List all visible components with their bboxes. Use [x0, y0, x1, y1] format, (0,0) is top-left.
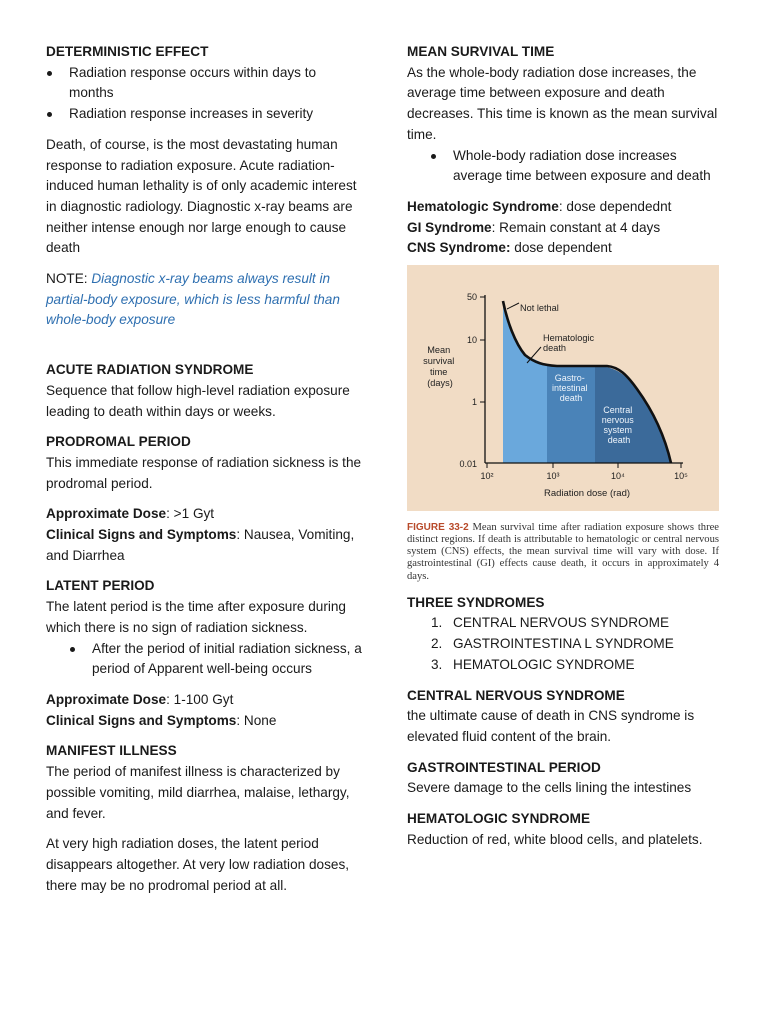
- mean-survival-time-text: As the whole-body radiation dose increases, the average time between exposure and death decreases. This time is known as the mean survival time.: [407, 64, 718, 142]
- note-paragraph: [46, 269, 364, 331]
- signs-value: : None: [236, 712, 277, 728]
- annotation-cns: Central nervous system death: [601, 405, 634, 446]
- list-item: [407, 634, 725, 655]
- prodromal-heading: PRODROMAL PERIOD: [46, 434, 191, 450]
- prodromal-dose: [46, 504, 364, 525]
- list-text: CENTRAL NERVOUS SYNDROME: [453, 615, 670, 631]
- syndrome-line: [407, 218, 725, 239]
- y-axis-label: Mean survival time (days): [423, 345, 455, 389]
- manifest-illness-heading: MANIFEST ILLNESS: [46, 743, 177, 759]
- x-axis-label: Radiation dose (rad): [543, 488, 631, 500]
- list-item: Radiation response occurs within days to months: [46, 63, 364, 104]
- syndrome-label: GI Syndrome: [407, 219, 492, 235]
- list-text: GASTROINTESTINA L SYNDROME: [453, 636, 674, 652]
- manifest-illness-text-2: At very high radiation doses, the latent period disappears altogether. At very low radiation doses, there may be no prodromal period at all.: [46, 836, 350, 893]
- figure-caption: [407, 522, 719, 583]
- dose-label: Approximate Dose: [46, 506, 167, 522]
- y-tick-label: 0.01: [459, 459, 477, 470]
- y-tick-label: 50: [466, 292, 477, 303]
- syndrome-value: : Remain constant at 4 days: [491, 219, 661, 235]
- figure-33-2: [407, 265, 719, 583]
- list-item: Radiation response increases in severity: [46, 104, 364, 125]
- three-syndromes-list: [407, 613, 725, 675]
- right-column: [407, 42, 725, 850]
- annotation-not-lethal: Not lethal: [520, 303, 559, 314]
- gi-heading: GASTROINTESTINAL PERIOD: [407, 759, 601, 775]
- list-item: After the period of initial radiation sickness, a period of Apparent well-being occurs: [46, 639, 364, 680]
- y-tick-label: 1: [471, 397, 477, 408]
- list-item: [407, 655, 725, 676]
- deterministic-bullets: [46, 63, 364, 125]
- deterministic-effect-heading: DETERMINISTIC EFFECT: [46, 44, 209, 59]
- dose-value: : >1 Gyt: [166, 506, 215, 522]
- gi-text: Severe damage to the cells lining the intestines: [407, 780, 692, 796]
- list-number: 1.: [431, 615, 443, 631]
- mean-survival-chart: [407, 265, 719, 511]
- mean-survival-bullets: [407, 146, 725, 187]
- signs-label: Clinical Signs and Symptoms: [46, 527, 237, 543]
- list-item: Whole-body radiation dose increases average time between exposure and death: [407, 146, 725, 187]
- syndrome-value: dose dependent: [510, 240, 612, 256]
- syndrome-value: : dose dependednt: [558, 198, 672, 214]
- list-number: 3.: [431, 656, 443, 672]
- deterministic-paragraph: Death, of course, is the most devastating human response to radiation exposure. Acute radiation-induced human lethality is of only academic interest in diagnostic radiology. Diagnostic x-ray beams are neither intense enough nor large enough to cause death: [46, 136, 357, 256]
- x-tick-label: 10³: [546, 471, 560, 482]
- latent-dose: [46, 690, 364, 711]
- list-item: [407, 613, 725, 634]
- figure-caption-text: Mean survival time after radiation exposure shows three distinct regions. If death is attributable to hematologic or central nervous system (CNS) effects, the mean survival time will vary with dose. If gastrointestinal (GI) effects cause death, it occurs in approximately 4 days.: [407, 521, 719, 582]
- hematologic-text: Reduction of red, white blood cells, and platelets.: [407, 831, 703, 847]
- cns-heading: CENTRAL NERVOUS SYNDROME: [407, 687, 625, 703]
- x-tick-label: 10²: [480, 471, 494, 482]
- mean-survival-time-heading: MEAN SURVIVAL TIME: [407, 44, 555, 59]
- manifest-illness-text: The period of manifest illness is characterized by possible vomiting, mild diarrhea, malaise, lethargy, and fever.: [46, 764, 350, 821]
- latent-bullets: [46, 639, 364, 680]
- x-tick-label: 10⁴: [611, 471, 625, 482]
- dose-label: Approximate Dose: [46, 691, 167, 707]
- syndrome-doses: [407, 197, 725, 259]
- signs-value: : Nausea, Vomiting, and Diarrhea: [46, 527, 355, 563]
- acute-radiation-syndrome-heading: ACUTE RADIATION SYNDROME: [46, 362, 254, 378]
- syndrome-line: [407, 197, 725, 218]
- prodromal-signs: [46, 525, 364, 566]
- syndrome-line: [407, 238, 725, 259]
- signs-label: Clinical Signs and Symptoms: [46, 712, 237, 728]
- list-text: HEMATOLOGIC SYNDROME: [453, 656, 635, 672]
- syndrome-label: Hematologic Syndrome: [407, 198, 559, 214]
- annotation-hematologic: Hematologic death: [543, 333, 595, 354]
- list-number: 2.: [431, 636, 443, 652]
- y-tick-label: 10: [466, 335, 477, 346]
- latent-signs: [46, 711, 364, 732]
- prodromal-text: This immediate response of radiation sickness is the prodromal period.: [46, 454, 362, 491]
- figure-label: FIGURE 33-2: [407, 521, 469, 533]
- latent-period-text: The latent period is the time after exposure during which there is no sign of radiation sickness.: [46, 599, 346, 635]
- note-label: NOTE:: [46, 271, 92, 287]
- three-syndromes-heading: THREE SYNDROMES: [407, 594, 545, 610]
- latent-period-heading: LATENT PERIOD: [46, 578, 155, 594]
- hematologic-heading: HEMATOLOGIC SYNDROME: [407, 811, 591, 827]
- syndrome-label: CNS Syndrome:: [407, 240, 511, 256]
- note-text: Diagnostic x-ray beams always result in partial-body exposure, which is less harmful than whole-body exposure: [46, 271, 340, 328]
- cns-text: the ultimate cause of death in CNS syndrome is elevated fluid content of the brain.: [407, 708, 695, 744]
- annotation-gastrointestinal: Gastro- intestinal death: [551, 373, 588, 404]
- acute-radiation-syndrome-text: Sequence that follow high-level radiation exposure leading to death within days or weeks.: [46, 382, 350, 419]
- dose-value: : 1-100 Gyt: [166, 691, 234, 707]
- left-column: [46, 42, 364, 896]
- x-tick-label: 10⁵: [674, 471, 688, 482]
